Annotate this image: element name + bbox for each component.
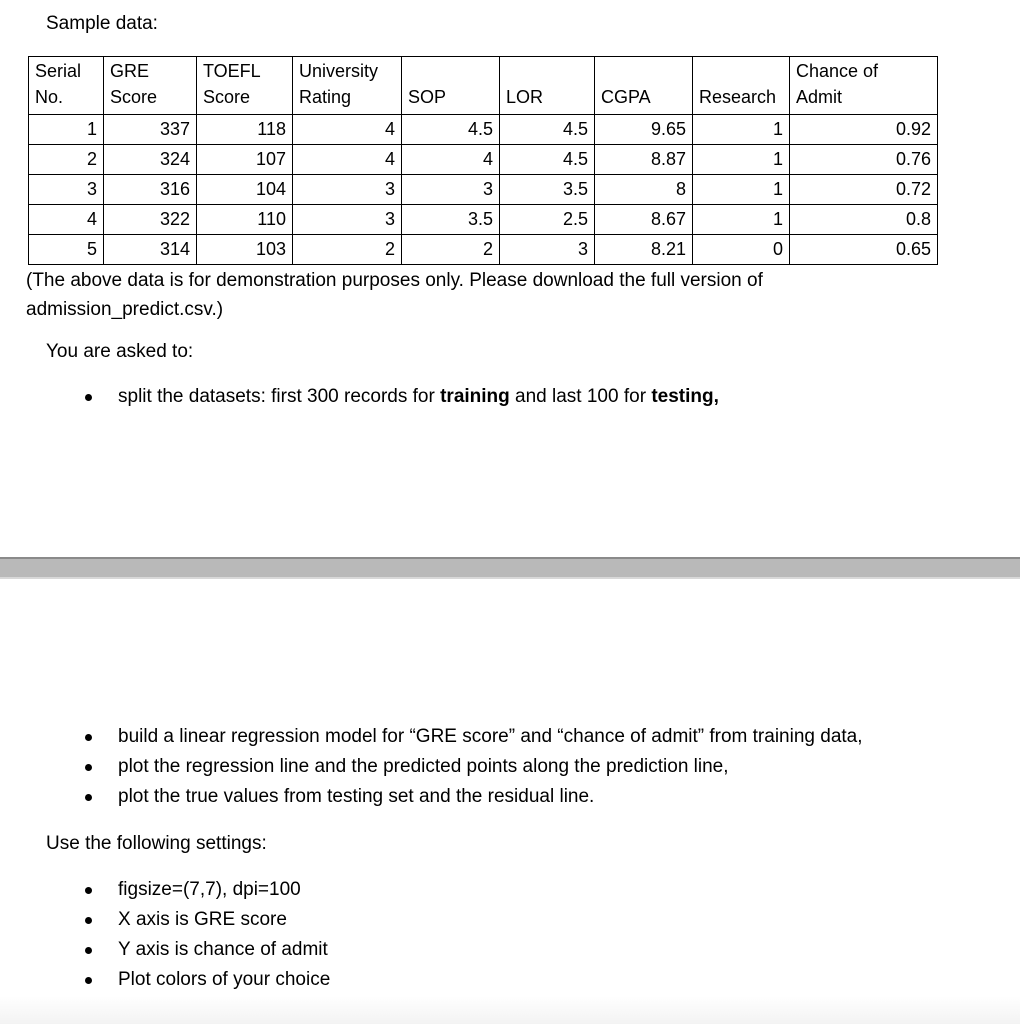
table-cell: 337: [104, 115, 197, 145]
table-cell: 2: [293, 235, 402, 265]
list-item: [0, 965, 330, 995]
task-list-page1: [0, 382, 719, 412]
bullet-icon: [85, 887, 92, 894]
table-cell: 8.67: [595, 205, 693, 235]
bullet-icon: [85, 794, 92, 801]
table-cell: 314: [104, 235, 197, 265]
table-cell: 0.76: [790, 145, 938, 175]
header-university-rating: University Rating: [293, 57, 402, 115]
table-cell: 1: [693, 115, 790, 145]
bullet-icon: [85, 764, 92, 771]
table-cell: 324: [104, 145, 197, 175]
list-item: [0, 382, 719, 412]
table-cell: 3.5: [402, 205, 500, 235]
table-cell: 118: [197, 115, 293, 145]
table-header-row: [29, 57, 938, 115]
table-cell: 8.21: [595, 235, 693, 265]
header-chance-of-admit: Chance of Admit: [790, 57, 938, 115]
table-cell: 110: [197, 205, 293, 235]
table-cell: 4: [402, 145, 500, 175]
table-cell: 8.87: [595, 145, 693, 175]
table-cell: 104: [197, 175, 293, 205]
table-cell: 322: [104, 205, 197, 235]
table-cell: 103: [197, 235, 293, 265]
header-serial-no: Serial No.: [29, 57, 104, 115]
table-cell: 5: [29, 235, 104, 265]
bullet-icon: [85, 394, 92, 401]
task-text: plot the true values from testing set and the residual line.: [118, 786, 595, 807]
table-row: [29, 115, 938, 145]
table-cell: 3: [500, 235, 595, 265]
bullet-icon: [85, 734, 92, 741]
table-cell: 0.65: [790, 235, 938, 265]
table-cell: 2: [29, 145, 104, 175]
table-cell: 3: [402, 175, 500, 205]
table-cell: 0.72: [790, 175, 938, 205]
table-cell: 4.5: [402, 115, 500, 145]
sample-data-table: [28, 56, 938, 265]
header-cgpa: CGPA: [595, 57, 693, 115]
list-item: [0, 935, 330, 965]
setting-text: Y axis is chance of admit: [118, 939, 328, 960]
task-split-bold-testing: testing,: [651, 386, 719, 407]
table-cell: 4: [293, 115, 402, 145]
bullet-icon: [85, 917, 92, 924]
list-item: [0, 905, 330, 935]
header-toefl-score: TOEFL Score: [197, 57, 293, 115]
task-text: build a linear regression model for “GRE score” and “chance of admit” from training data,: [118, 726, 863, 747]
setting-text: Plot colors of your choice: [118, 969, 331, 990]
sample-data-heading: Sample data:: [46, 13, 158, 34]
table-cell: 1: [693, 205, 790, 235]
bullet-icon: [85, 947, 92, 954]
page-bottom-shade: [0, 996, 1020, 1024]
table-row: [29, 175, 938, 205]
table-cell: 9.65: [595, 115, 693, 145]
table-cell: 4.5: [500, 145, 595, 175]
list-item: [0, 752, 863, 782]
table-cell: 4: [29, 205, 104, 235]
table-row: [29, 235, 938, 265]
settings-intro: Use the following settings:: [46, 833, 267, 854]
task-split-bold-training: training: [440, 386, 510, 407]
table-cell: 3: [293, 175, 402, 205]
table-cell: 1: [693, 175, 790, 205]
list-item: [0, 875, 330, 905]
table-cell: 8: [595, 175, 693, 205]
table-cell: 316: [104, 175, 197, 205]
table-cell: 1: [693, 145, 790, 175]
table-cell: 2.5: [500, 205, 595, 235]
page-break-separator: [0, 557, 1020, 579]
table-cell: 4.5: [500, 115, 595, 145]
task-split-text: split the datasets: first 300 records for: [118, 386, 441, 407]
header-research: Research: [693, 57, 790, 115]
settings-list: [0, 875, 330, 995]
demo-data-note: (The above data is for demonstration purposes only. Please download the full version of admission_predict.csv.): [26, 270, 763, 320]
task-text: plot the regression line and the predicted points along the prediction line,: [118, 756, 729, 777]
table-cell: 107: [197, 145, 293, 175]
table-row: [29, 145, 938, 175]
header-sop: SOP: [402, 57, 500, 115]
table-cell: 3: [29, 175, 104, 205]
table-cell: 0.8: [790, 205, 938, 235]
header-lor: LOR: [500, 57, 595, 115]
table-row: [29, 205, 938, 235]
task-list-page2: [0, 722, 863, 812]
table-cell: 0: [693, 235, 790, 265]
table-cell: 2: [402, 235, 500, 265]
setting-text: figsize=(7,7), dpi=100: [118, 879, 301, 900]
table-cell: 3.5: [500, 175, 595, 205]
table-cell: 3: [293, 205, 402, 235]
table-cell: 4: [293, 145, 402, 175]
setting-text: X axis is GRE score: [118, 909, 287, 930]
header-gre-score: GRE Score: [104, 57, 197, 115]
list-item: [0, 722, 863, 752]
asked-intro: You are asked to:: [46, 341, 194, 362]
table-cell: 0.92: [790, 115, 938, 145]
list-item: [0, 782, 863, 812]
task-split-text-middle: and last 100 for: [509, 386, 652, 407]
bullet-icon: [85, 977, 92, 984]
table-cell: 1: [29, 115, 104, 145]
